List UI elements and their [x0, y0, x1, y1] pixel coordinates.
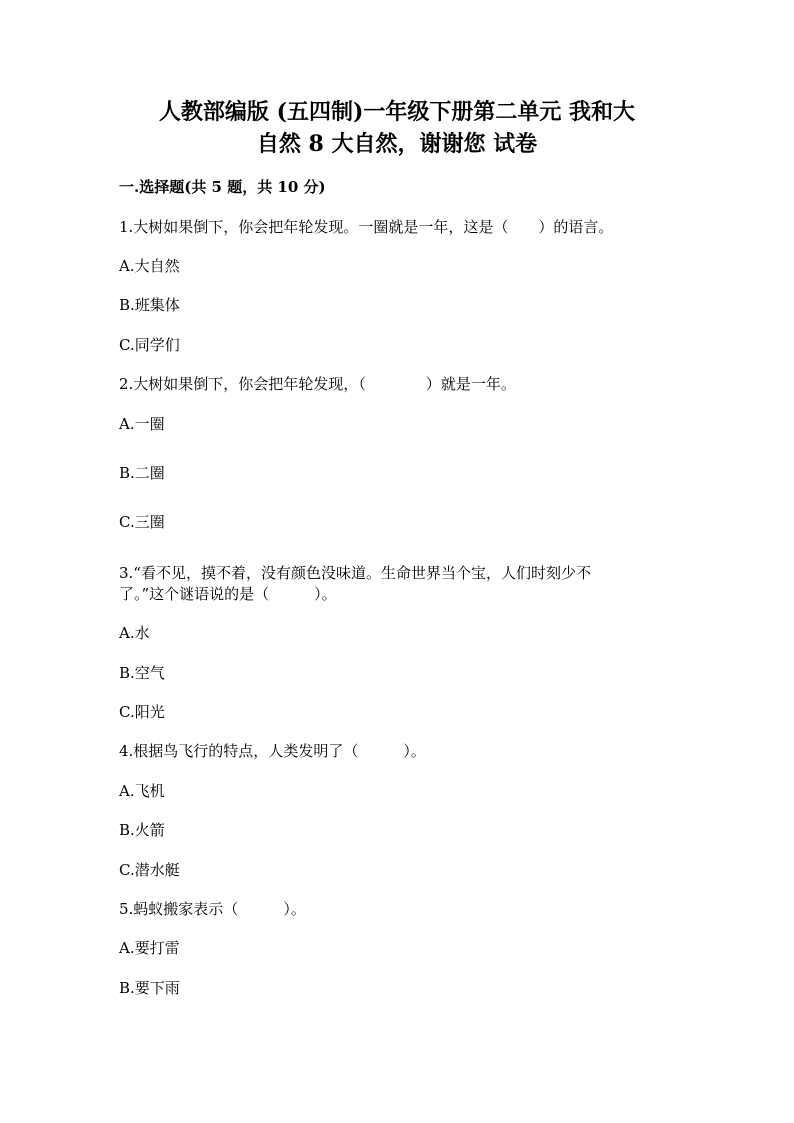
question-2-option-c: C.三圈	[119, 513, 165, 531]
question-4-text: 4.根据鸟飞行的特点，人类发明了（ ）。	[119, 742, 426, 760]
question-3-option-a: A.水	[119, 624, 150, 642]
question-5-option-b: B.要下雨	[119, 979, 180, 997]
question-2-text: 2.大树如果倒下，你会把年轮发现，（ ）就是一年。	[119, 375, 516, 393]
question-4-option-b: B.火箭	[119, 821, 165, 839]
question-3-text-line-2: 了。”这个谜语说的是（ ）。	[119, 585, 337, 603]
question-3-option-b: B.空气	[119, 664, 165, 682]
question-1-text: 1.大树如果倒下，你会把年轮发现。一圈就是一年，这是（ ）的语言。	[119, 218, 614, 236]
page-title-line-2: 自然 8 大自然，谢谢您 试卷	[256, 131, 538, 157]
question-3-option-c: C.阳光	[119, 703, 165, 721]
page-title-line-1: 人教部编版 (五四制)一年级下册第二单元 我和大	[158, 99, 636, 125]
question-1-option-c: C.同学们	[119, 336, 180, 354]
question-1-option-b: B.班集体	[119, 296, 180, 314]
question-5-text: 5.蚂蚁搬家表示（ ）。	[119, 900, 306, 918]
question-4-option-c: C.潜水艇	[119, 861, 180, 879]
question-4-option-a: A.飞机	[119, 782, 165, 800]
section-heading: 一.选择题(共 5 题，共 10 分)	[119, 178, 326, 196]
question-2-option-b: B.二圈	[119, 464, 165, 482]
question-2-option-a: A.一圈	[119, 415, 165, 433]
question-3-text-line-1: 3.“看不见，摸不着，没有颜色没味道。生命世界当个宝，人们时刻少不	[119, 564, 591, 582]
question-1-option-a: A.大自然	[119, 257, 180, 275]
question-5-option-a: A.要打雷	[119, 939, 180, 957]
